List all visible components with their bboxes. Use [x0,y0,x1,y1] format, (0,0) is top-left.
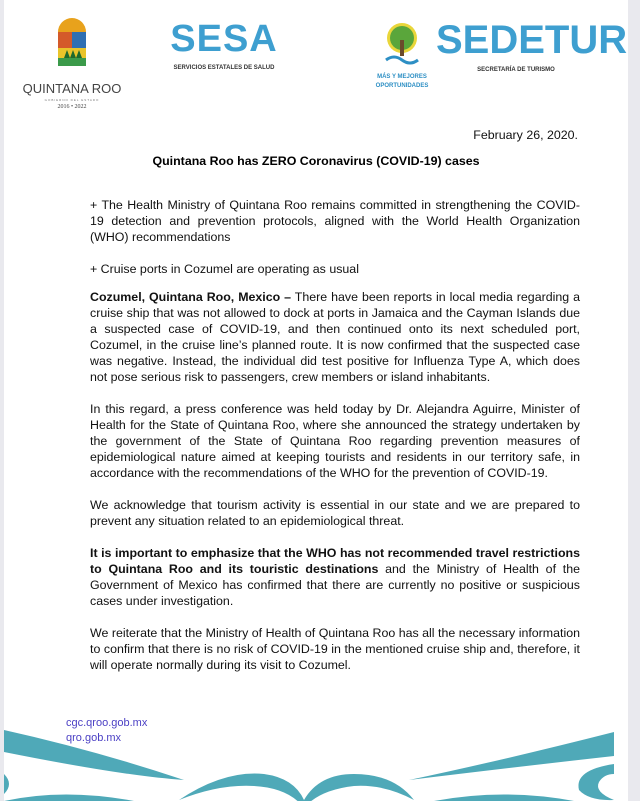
tree-icon [382,22,422,68]
paragraph-4 [90,545,580,609]
link-qro-gob[interactable]: qro.gob.mx [66,732,122,744]
logo-years: 2016 • 2022 [57,104,87,110]
quintana-roo-logo [22,14,122,112]
paragraph-4-body: and the Ministry of Health of the Government of Mexico has confirmed that there are currently no positive or suspicious cases under investigation. [90,562,580,608]
paragraph-1-lead: Cozumel, Quintana Roo, Mexico – [90,290,292,304]
bullet-1: + The Health Ministry of Quintana Roo remains committed in strengthening the COVID-19 detection and prevention protocols, aligned with the World Health Organization (WHO) recommendations [90,198,580,244]
tree-line2: OPORTUNIDADES [375,83,429,89]
paragraph-4-lead: It is important to emphasize that the WHO has not recommended travel restrictions to Quintana Roo and its touristic destinations [90,546,580,576]
paragraph-1 [90,289,580,385]
footer-links [66,716,147,746]
sedetur-sub: SECRETARÍA DE TURISMO [477,67,555,73]
logo-sub: GOBIERNO DEL ESTADO [44,98,100,102]
paragraph-5: We reiterate that the Ministry of Health of Quintana Roo has all the necessary information to confirm that there is no risk of COVID-19 in the mentioned cruise ship and, therefore, it will operate normally during its visit to Cozumel. [90,626,580,672]
link-cgc-qroo[interactable]: cgc.qroo.gob.mx [66,717,148,729]
tree-logo [372,22,432,91]
sesa-sub: SERVICIOS ESTATALES DE SALUD [173,65,275,71]
document-body [90,197,580,689]
paragraph-2: In this regard, a press conference was held today by Dr. Alejandra Aguirre, Minister of Health for the State of Quintana Roo, where she announced the strategy undertaken by the government of the State of Quintana Roo regarding prevention measures of epidemiological nature aimed at keeping tourists and residents in our territory safe, in accordance with the recommendations of the WHO for the prevention of COVID-19. [90,402,580,480]
document-title: Quintana Roo has ZERO Coronavirus (COVID-19) cases [152,154,480,168]
bullet-2: + Cruise ports in Cozumel are operating as usual [90,262,359,276]
document-date: February 26, 2020. [473,128,578,142]
document-page [4,0,628,801]
paragraph-3: We acknowledge that tourism activity is essential in our state and we are prepared to prevent any situation related to an epidemiological threat. [90,498,580,528]
sedetur-name: SEDETUR [436,18,628,62]
sesa-logo [164,16,284,73]
logo-name: QUINTANA ROO [22,81,122,96]
paragraph-1-body: There have been reports in local media regarding a cruise ship that was not allowed to dock at ports in Jamaica and the Cayman Islands due a suspected case of COVID-19, and then continued onto its next scheduled port, Cozumel, in the cruise line’s planned route. It is now confirmed that the suspected case was negative. Instead, the individual did test positive for Influenza Type A, which does not pose serious risk to passengers, crew members or island inhabitants. [90,290,580,384]
sesa-name: SESA [170,18,278,60]
sedetur-logo [436,16,628,75]
coat-of-arms-icon [52,14,92,74]
tree-line1: MÁS Y MEJORES [377,74,427,80]
